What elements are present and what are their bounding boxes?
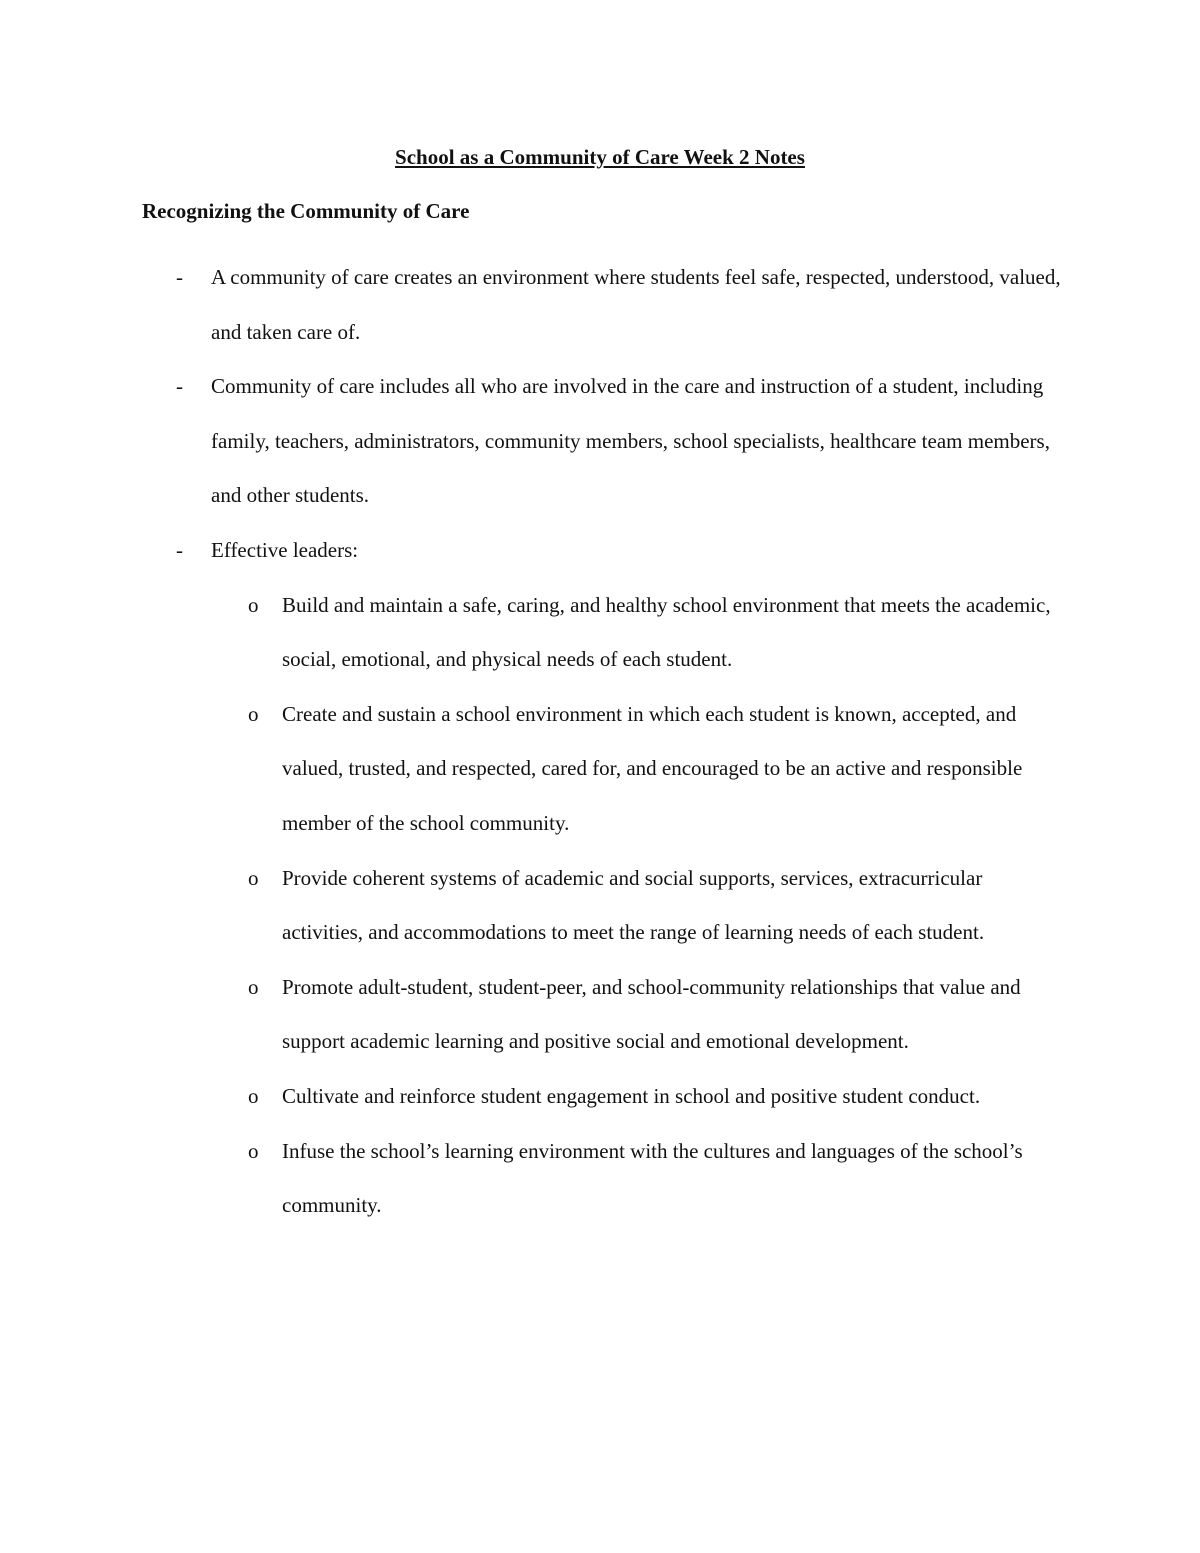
- notes-list: [0, 250, 1200, 1233]
- sub-list-item-text: Provide coherent systems of academic and social supports, services, extracurricular activities, and accommodations to meet the range of learning needs of each student.: [282, 865, 985, 945]
- circle-bullet: o: [248, 701, 259, 726]
- circle-bullet: o: [248, 865, 259, 890]
- list-item-text: Community of care includes all who are involved in the care and instruction of a student, including family, teachers, administrators, community members, school specialists, healthcare team members, and other students.: [211, 374, 1050, 508]
- dash-bullet: -: [176, 265, 183, 289]
- circle-bullet: o: [248, 592, 259, 617]
- dash-bullet: -: [176, 374, 183, 399]
- sub-list-item-text: Promote adult-student, student-peer, and school-community relationships that value and support academic learning and positive social and emotional development.: [282, 974, 1021, 1054]
- sub-list-item-text: Infuse the school’s learning environment with the cultures and languages of the school’s community.: [282, 1138, 1023, 1218]
- sub-list-item-text: Cultivate and reinforce student engagement in school and positive student conduct.: [282, 1083, 981, 1108]
- list-item: [0, 359, 1071, 523]
- list-item-text: Effective leaders:: [211, 537, 359, 562]
- circle-bullet: o: [248, 1083, 259, 1108]
- list-item-text: A community of care creates an environment where students feel safe, respected, understood, valued, and taken care of.: [211, 265, 1061, 344]
- section-heading: Recognizing the Community of Care: [142, 199, 470, 223]
- document-title: School as a Community of Care Week 2 Notes: [395, 145, 805, 169]
- sub-list-item: [0, 578, 1057, 687]
- sub-list-item-text: Build and maintain a safe, caring, and healthy school environment that meets the academic, social, emotional, and physical needs of each student.: [282, 592, 1051, 672]
- sub-list-item: [0, 1124, 1057, 1233]
- circle-bullet: o: [248, 974, 259, 999]
- sub-list-item: [0, 960, 1057, 1069]
- sub-list-item: [0, 1069, 1057, 1124]
- list-item: [0, 250, 1071, 359]
- sub-list-item: [0, 851, 1057, 960]
- sub-list-item-text: Create and sustain a school environment in which each student is known, accepted, and valued, trusted, and respected, cared for, and encouraged to be an active and responsible member of the school community.: [282, 701, 1023, 835]
- circle-bullet: o: [248, 1138, 259, 1163]
- dash-bullet: -: [176, 537, 183, 562]
- list-item: [0, 523, 1071, 578]
- sub-list-item: [0, 687, 1057, 851]
